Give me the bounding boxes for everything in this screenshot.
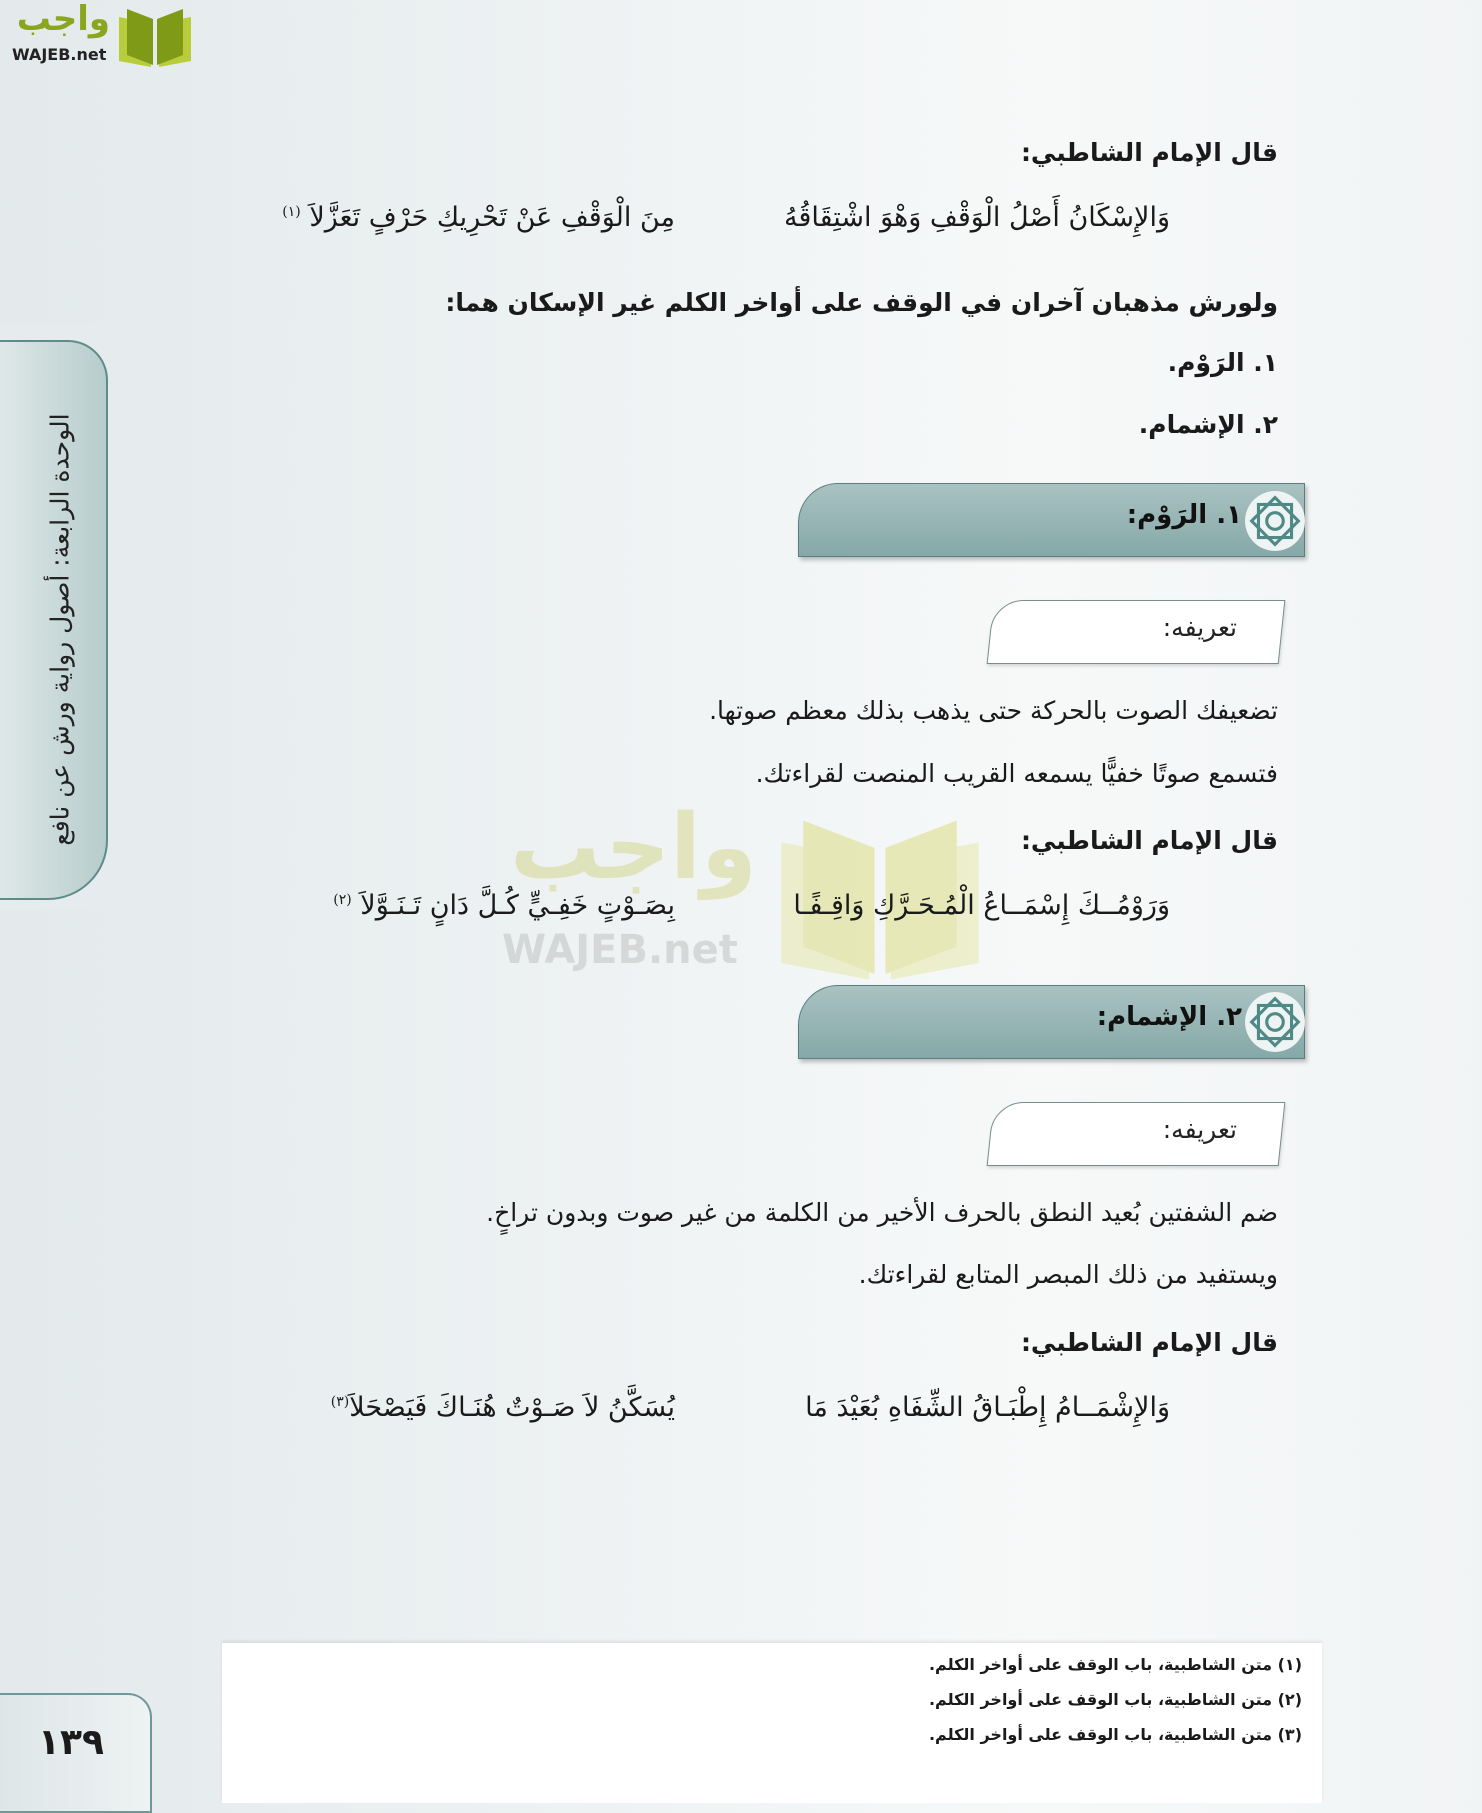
rosette-icon <box>1244 991 1306 1053</box>
footnote-mark: (٣) <box>330 1394 350 1410</box>
definition-box <box>987 600 1286 664</box>
rosette-icon <box>1244 490 1306 552</box>
wajeb-logo <box>10 0 195 73</box>
verse-first-hemistich: وَالإِشْمَــامُ إِطْبَـاقُ الشِّفَاهِ بُعَيْدَ مَا <box>805 1392 1170 1423</box>
logo-arabic: واجب <box>16 0 110 39</box>
verse-second-hemistich <box>331 1392 675 1423</box>
definition-label: تعريفه: <box>1162 1115 1237 1144</box>
verse-text: بِصَـوْتٍ خَفِـيٍّ كُـلَّ دَانٍ تَـنَـوَّلاَ <box>360 890 675 921</box>
definition-line: ويستفيد من ذلك المبصر المتابع لقراءتك. <box>858 1260 1278 1289</box>
verse-second-hemistich <box>333 890 675 921</box>
quote-label: قال الإمام الشاطبي: <box>1020 138 1278 167</box>
quote-label: قال الإمام الشاطبي: <box>1020 1328 1278 1357</box>
definition-line: فتسمع صوتًا خفيًّا يسمعه القريب المنصت لقراءتك. <box>755 759 1278 788</box>
definition-line: ضم الشفتين بُعيد النطق بالحرف الأخير من الكلمة من غير صوت وبدون تراخٍ. <box>486 1198 1278 1227</box>
page-number: ١٣٩ <box>38 1722 104 1763</box>
watermark-arabic: واجب <box>510 795 757 900</box>
logo-latin: WAJEB.net <box>12 45 107 64</box>
definition-line: تضعيفك الصوت بالحركة حتى يذهب بذلك معظم صوتها. <box>709 696 1278 725</box>
quote-label: قال الإمام الشاطبي: <box>1020 826 1278 855</box>
verse-second-hemistich <box>282 202 675 233</box>
section-title: ١. الرَوْم: <box>1126 500 1242 530</box>
footnote-mark: (٢) <box>333 892 352 908</box>
footnote: (٢) متن الشاطبية، باب الوقف على أواخر الكلم. <box>928 1690 1302 1709</box>
footnote: (٣) متن الشاطبية، باب الوقف على أواخر الكلم. <box>928 1725 1302 1744</box>
statement: ولورش مذهبان آخران في الوقف على أواخر الكلم غير الإسكان هما: <box>445 288 1278 317</box>
list-item: ٢. الإشمام. <box>1138 410 1278 439</box>
definition-box <box>987 1102 1286 1166</box>
definition-label: تعريفه: <box>1162 613 1237 642</box>
verse-text: مِنَ الْوَقْفِ عَنْ تَحْرِيكِ حَرْفٍ تَعَزَّلاَ <box>309 202 675 233</box>
list-item: ١. الرَوْم. <box>1167 348 1278 377</box>
verse-first-hemistich: وَالإِسْكَانُ أَصْلُ الْوَقْفِ وَهْوَ اشْتِقَاقُهُ <box>783 202 1170 233</box>
watermark-latin: WAJEB.net <box>502 927 738 973</box>
book-logo-icon <box>115 7 195 69</box>
section-title: ٢. الإشمام: <box>1096 1002 1242 1032</box>
verse-text: يُسَكَّنُ لاَ صَـوْتٌ هُنَـاكَ فَيَصْحَلاَ <box>349 1392 675 1423</box>
footnote: (١) متن الشاطبية، باب الوقف على أواخر الكلم. <box>928 1655 1302 1674</box>
verse-first-hemistich: وَرَوْمُــكَ إِسْمَــاعُ الْمُـحَـرَّكِ وَاقِـفًـا <box>793 890 1170 921</box>
unit-title: الوحدة الرابعة: أصول رواية ورش عن نافع <box>45 413 75 846</box>
footnote-mark: (١) <box>282 204 301 220</box>
